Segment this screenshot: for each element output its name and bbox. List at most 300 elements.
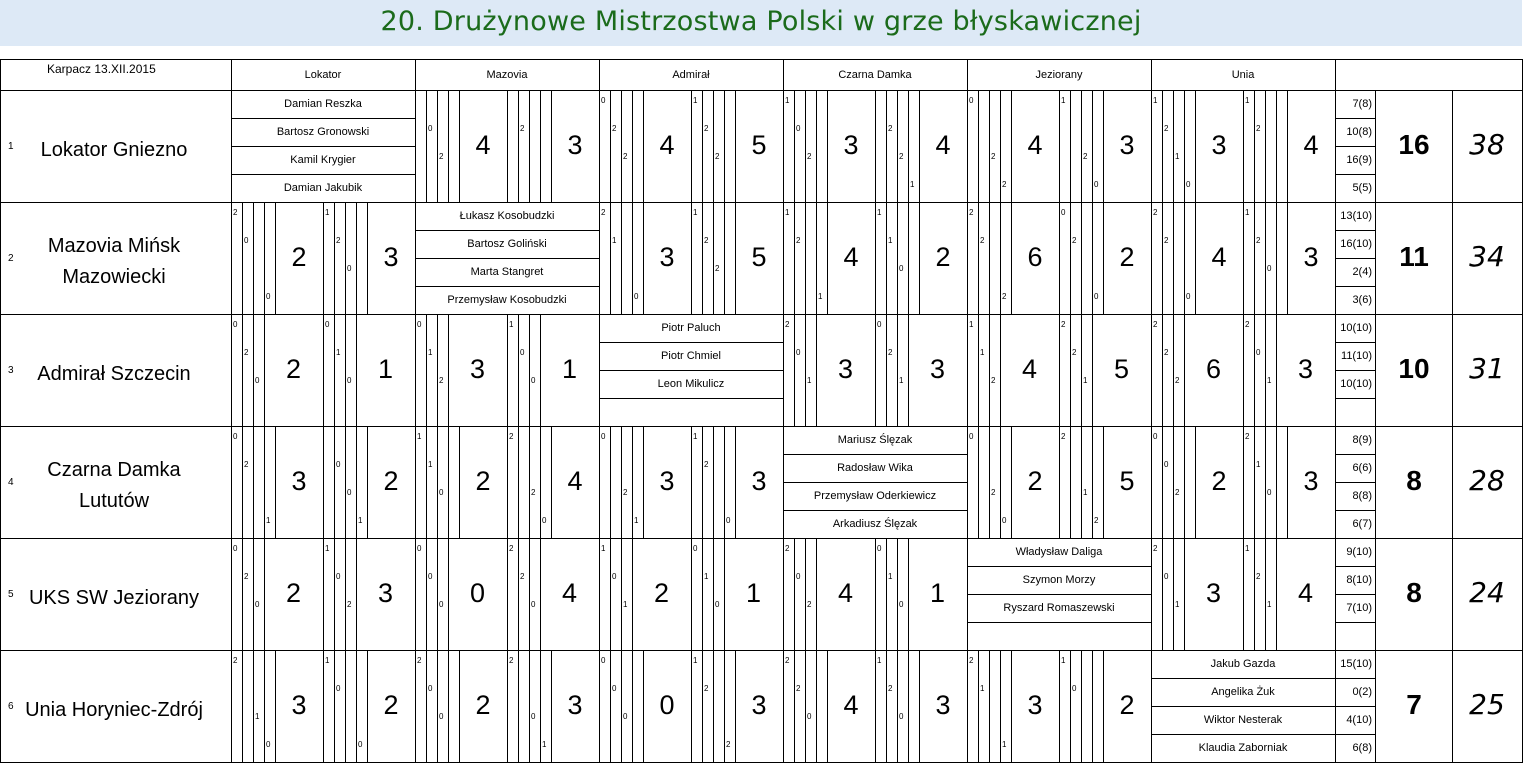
match-score: 4 xyxy=(1297,578,1314,608)
grid-line xyxy=(978,314,979,426)
grid-line xyxy=(886,538,887,650)
game-score: 0 xyxy=(336,460,341,469)
grid-line xyxy=(713,90,714,202)
grid-line xyxy=(875,314,876,426)
game-score: 2 xyxy=(1245,432,1250,441)
grid-line xyxy=(426,90,427,202)
grid-line xyxy=(1276,426,1277,538)
game-score: 2 xyxy=(1256,572,1261,581)
game-score: 2 xyxy=(991,376,996,385)
player-name: Kamil Krygier xyxy=(290,154,356,166)
grid-line xyxy=(989,426,990,538)
grid-line xyxy=(967,594,1151,595)
match-score: 2 xyxy=(1119,690,1135,720)
game-score: 0 xyxy=(807,712,812,721)
game-score: 0 xyxy=(347,264,352,273)
grid-line xyxy=(253,538,254,650)
team-total: 38 xyxy=(1469,128,1505,161)
match-score: 3 xyxy=(1119,130,1135,160)
grid-line xyxy=(724,650,725,762)
grid-line xyxy=(356,202,357,314)
page-title: 20. Drużynowe Mistrzostwa Polski w grze błyskawicznej xyxy=(380,6,1142,37)
grid-line xyxy=(529,650,530,762)
grid-line xyxy=(334,314,335,426)
game-score: 0 xyxy=(612,684,617,693)
grid-line xyxy=(632,90,633,202)
grid-line xyxy=(1173,426,1174,538)
game-score: 1 xyxy=(693,96,698,105)
grid-line xyxy=(1243,426,1244,538)
grid-line xyxy=(1265,426,1266,538)
player-name: Radosław Wika xyxy=(837,462,913,474)
game-score: 2 xyxy=(1061,320,1066,329)
grid-line xyxy=(1070,90,1071,202)
grid-line xyxy=(345,202,346,314)
grid-line xyxy=(0,426,1522,427)
grid-line xyxy=(621,90,622,202)
grid-line xyxy=(253,650,254,762)
team-total: 24 xyxy=(1469,576,1505,609)
grid-line xyxy=(507,538,508,650)
grid-line xyxy=(0,650,1522,651)
grid-line xyxy=(1070,314,1071,426)
player-name: Bartosz Gronowski xyxy=(276,126,370,138)
column-header-3: Admirał xyxy=(672,69,710,81)
grid-line xyxy=(1265,538,1266,650)
grid-line xyxy=(415,314,416,426)
game-score: 0 xyxy=(1164,460,1169,469)
column-header-4: Czarna Damka xyxy=(838,69,912,81)
grid-line xyxy=(816,90,817,202)
grid-line xyxy=(908,90,909,202)
grid-line xyxy=(448,426,449,538)
game-score: 1 xyxy=(693,208,698,217)
game-score: 1 xyxy=(509,320,514,329)
grid-line xyxy=(437,650,438,762)
game-score: 1 xyxy=(888,236,893,245)
game-score: 2 xyxy=(969,656,974,665)
match-score: 4 xyxy=(1021,354,1038,384)
player-name: Klaudia Zaborniak xyxy=(1198,742,1288,754)
game-score: 1 xyxy=(358,516,363,525)
match-score: 2 xyxy=(1119,242,1135,272)
game-score: 2 xyxy=(1083,152,1088,161)
game-score: 2 xyxy=(1153,544,1158,553)
grid-line xyxy=(1265,314,1266,426)
grid-line xyxy=(875,90,876,202)
game-score: 0 xyxy=(1186,292,1191,301)
grid-line xyxy=(415,258,599,259)
game-score: 0 xyxy=(439,600,444,609)
grid-line xyxy=(1522,59,1523,763)
grid-line xyxy=(783,650,784,762)
grid-line xyxy=(713,650,714,762)
game-score: 2 xyxy=(233,656,238,665)
grid-line xyxy=(599,538,600,650)
grid-line xyxy=(1151,426,1152,538)
game-score: 0 xyxy=(244,236,249,245)
game-score: 1 xyxy=(417,432,422,441)
grid-line xyxy=(415,230,599,231)
grid-line xyxy=(1081,426,1082,538)
game-score: 2 xyxy=(1094,516,1099,525)
grid-line xyxy=(1151,734,1335,735)
match-score: 4 xyxy=(1027,130,1043,160)
grid-line xyxy=(0,538,1522,539)
column-header-6: Unia xyxy=(1231,69,1255,81)
grid-line xyxy=(621,426,622,538)
match-score: 0 xyxy=(659,690,675,720)
grid-line xyxy=(886,650,887,762)
match-score: 6 xyxy=(1205,354,1222,384)
grid-line xyxy=(1335,482,1375,483)
grid-line xyxy=(426,426,427,538)
board-result: 10(10) xyxy=(1340,378,1372,390)
game-score: 0 xyxy=(417,320,422,329)
match-score: 3 xyxy=(1211,130,1227,160)
match-score: 4 xyxy=(659,130,675,160)
grid-line xyxy=(1081,314,1082,426)
game-score: 2 xyxy=(1002,180,1007,189)
grid-line xyxy=(426,538,427,650)
game-score: 1 xyxy=(612,236,617,245)
grid-line xyxy=(1335,426,1336,538)
game-score: 0 xyxy=(1072,684,1077,693)
grid-line xyxy=(1276,202,1277,314)
grid-line xyxy=(1335,90,1336,202)
grid-line xyxy=(691,202,692,314)
grid-line xyxy=(1335,398,1375,399)
game-score: 2 xyxy=(601,208,606,217)
grid-line xyxy=(323,426,324,538)
game-score: 2 xyxy=(1245,320,1250,329)
game-score: 2 xyxy=(1164,236,1169,245)
game-score: 0 xyxy=(266,292,271,301)
grid-line xyxy=(1151,90,1152,202)
game-score: 0 xyxy=(439,712,444,721)
grid-line xyxy=(518,314,519,426)
match-score: 5 xyxy=(1119,466,1135,496)
game-score: 1 xyxy=(785,96,790,105)
team-place: 4 xyxy=(8,477,14,488)
grid-line xyxy=(724,426,725,538)
grid-line xyxy=(540,90,541,202)
match-score: 3 xyxy=(843,130,859,160)
game-score: 0 xyxy=(233,544,238,553)
match-score: 4 xyxy=(1211,242,1227,272)
grid-line xyxy=(599,90,600,202)
grid-line xyxy=(437,314,438,426)
grid-line xyxy=(356,650,357,762)
game-score: 0 xyxy=(796,124,801,133)
grid-line xyxy=(1151,538,1152,650)
game-score: 2 xyxy=(807,600,812,609)
board-result: 16(10) xyxy=(1340,238,1372,250)
board-result: 6(6) xyxy=(1352,462,1372,474)
game-score: 1 xyxy=(785,208,790,217)
game-score: 1 xyxy=(325,656,330,665)
grid-line xyxy=(967,622,1151,623)
game-score: 2 xyxy=(704,124,709,133)
grid-line xyxy=(702,426,703,538)
team-points: 10 xyxy=(1398,353,1430,384)
column-header-5: Jeziorany xyxy=(1035,69,1083,81)
grid-line xyxy=(1059,650,1060,762)
game-score: 0 xyxy=(542,516,547,525)
game-score: 1 xyxy=(1267,376,1272,385)
grid-line xyxy=(1335,538,1336,650)
team-points: 16 xyxy=(1398,129,1430,160)
game-score: 0 xyxy=(531,712,536,721)
game-score: 2 xyxy=(796,236,801,245)
grid-line xyxy=(1243,202,1244,314)
game-score: 0 xyxy=(899,600,904,609)
grid-line xyxy=(253,314,254,426)
game-score: 1 xyxy=(325,544,330,553)
match-score: 5 xyxy=(751,130,767,160)
grid-line xyxy=(702,202,703,314)
grid-line xyxy=(0,59,1522,60)
game-score: 1 xyxy=(1083,376,1088,385)
match-score: 2 xyxy=(1211,466,1227,496)
player-name: Szymon Morzy xyxy=(1022,574,1096,586)
grid-line xyxy=(805,538,806,650)
game-score: 0 xyxy=(531,600,536,609)
game-score: 2 xyxy=(1175,488,1180,497)
board-result: 11(10) xyxy=(1341,350,1372,362)
grid-line xyxy=(621,538,622,650)
game-score: 0 xyxy=(255,376,260,385)
game-score: 1 xyxy=(634,516,639,525)
game-score: 0 xyxy=(969,96,974,105)
match-score: 3 xyxy=(469,354,486,384)
grid-line xyxy=(1173,90,1174,202)
grid-line xyxy=(1184,202,1185,314)
grid-line xyxy=(1184,426,1185,538)
grid-line xyxy=(323,202,324,314)
grid-line xyxy=(1092,426,1093,538)
grid-line xyxy=(610,538,611,650)
grid-line xyxy=(621,650,622,762)
game-score: 2 xyxy=(336,236,341,245)
grid-line xyxy=(529,426,530,538)
grid-line xyxy=(1335,650,1336,762)
grid-line xyxy=(967,566,1151,567)
grid-line xyxy=(242,426,243,538)
grid-line xyxy=(621,202,622,314)
game-score: 0 xyxy=(233,432,238,441)
grid-line xyxy=(1081,650,1082,762)
team-points: 8 xyxy=(1406,577,1422,608)
team-name: Unia Horyniec-Zdrój xyxy=(25,698,203,721)
game-score: 2 xyxy=(796,684,801,693)
game-score: 0 xyxy=(233,320,238,329)
game-score: 0 xyxy=(1153,432,1158,441)
grid-line xyxy=(805,90,806,202)
match-score: 1 xyxy=(561,354,578,384)
grid-line xyxy=(1000,650,1001,762)
game-score: 2 xyxy=(991,152,996,161)
grid-line xyxy=(599,202,600,314)
grid-line xyxy=(415,538,416,650)
team-name: Mazowiecki xyxy=(62,266,166,288)
game-score: 1 xyxy=(1245,96,1250,105)
grid-line xyxy=(897,538,898,650)
player-name: Przemysław Oderkiewicz xyxy=(813,490,937,502)
game-score: 2 xyxy=(244,572,249,581)
game-score: 2 xyxy=(233,208,238,217)
grid-line xyxy=(1173,538,1174,650)
grid-line xyxy=(978,426,979,538)
game-score: 2 xyxy=(520,572,525,581)
grid-line xyxy=(989,650,990,762)
grid-line xyxy=(702,538,703,650)
game-score: 2 xyxy=(1256,236,1261,245)
game-score: 1 xyxy=(428,460,433,469)
game-score: 1 xyxy=(601,544,606,553)
game-score: 0 xyxy=(1267,264,1272,273)
match-score: 1 xyxy=(745,578,762,608)
game-score: 1 xyxy=(1175,600,1180,609)
player-name: Wiktor Nesterak xyxy=(1203,714,1283,726)
grid-line xyxy=(231,202,232,314)
team-name: Mazovia Mińsk xyxy=(47,235,181,257)
player-name: Leon Mikulicz xyxy=(657,378,725,390)
match-score: 3 xyxy=(383,242,399,272)
game-score: 2 xyxy=(417,656,422,665)
grid-line xyxy=(794,314,795,426)
grid-line xyxy=(897,202,898,314)
grid-line xyxy=(1335,146,1375,147)
game-score: 1 xyxy=(877,208,882,217)
game-score: 2 xyxy=(785,320,790,329)
grid-line xyxy=(908,650,909,762)
match-score: 6 xyxy=(1027,242,1043,272)
grid-line xyxy=(1059,426,1060,538)
grid-line xyxy=(1335,734,1375,735)
game-score: 2 xyxy=(991,488,996,497)
grid-line xyxy=(0,314,1522,315)
board-result: 8(9) xyxy=(1352,434,1372,446)
game-score: 0 xyxy=(417,544,422,553)
team-place: 6 xyxy=(8,701,14,712)
game-score: 2 xyxy=(1153,208,1158,217)
match-score: 3 xyxy=(751,690,767,720)
game-score: 0 xyxy=(428,572,433,581)
game-score: 2 xyxy=(1164,124,1169,133)
grid-line xyxy=(783,510,967,511)
grid-line xyxy=(0,90,1522,91)
game-score: 2 xyxy=(715,152,720,161)
team-place: 5 xyxy=(8,589,14,600)
grid-line xyxy=(702,650,703,762)
grid-line xyxy=(1265,202,1266,314)
game-score: 2 xyxy=(785,544,790,553)
game-score: 2 xyxy=(439,152,444,161)
grid-line xyxy=(794,202,795,314)
match-score: 1 xyxy=(377,354,394,384)
grid-line xyxy=(610,202,611,314)
player-name: Ryszard Romaszewski xyxy=(1003,602,1115,614)
grid-line xyxy=(599,426,600,538)
grid-line xyxy=(599,398,783,399)
grid-line xyxy=(1059,202,1060,314)
game-score: 1 xyxy=(1153,96,1158,105)
game-score: 1 xyxy=(1061,656,1066,665)
grid-line xyxy=(507,314,508,426)
grid-line xyxy=(989,202,990,314)
match-score: 2 xyxy=(285,354,302,384)
grid-line xyxy=(599,650,600,762)
grid-line xyxy=(529,90,530,202)
game-score: 2 xyxy=(623,488,628,497)
grid-line xyxy=(1254,538,1255,650)
grid-line xyxy=(0,762,1522,763)
game-score: 2 xyxy=(888,348,893,357)
team-name: Lututów xyxy=(78,490,150,512)
game-score: 0 xyxy=(325,320,330,329)
game-score: 2 xyxy=(980,236,985,245)
match-score: 2 xyxy=(475,466,491,496)
game-score: 1 xyxy=(1267,600,1272,609)
grid-line xyxy=(242,314,243,426)
grid-line xyxy=(1335,566,1375,567)
grid-line xyxy=(426,650,427,762)
place-date: Karpacz 13.XII.2015 xyxy=(47,62,156,76)
match-score: 2 xyxy=(1027,466,1043,496)
grid-line xyxy=(253,202,254,314)
match-score: 4 xyxy=(1303,130,1319,160)
grid-line xyxy=(1151,706,1335,707)
game-score: 1 xyxy=(623,600,628,609)
board-result: 15(10) xyxy=(1340,658,1372,670)
match-score: 3 xyxy=(567,130,583,160)
grid-line xyxy=(1335,342,1375,343)
grid-line xyxy=(437,538,438,650)
game-score: 2 xyxy=(726,740,731,749)
grid-line xyxy=(1254,202,1255,314)
game-score: 0 xyxy=(693,544,698,553)
grid-line xyxy=(1162,314,1163,426)
grid-line xyxy=(783,90,784,202)
grid-line xyxy=(264,650,265,762)
grid-line xyxy=(1162,538,1163,650)
grid-line xyxy=(1254,90,1255,202)
grid-line xyxy=(253,426,254,538)
grid-line xyxy=(242,650,243,762)
team-total: 31 xyxy=(1469,352,1505,385)
game-score: 0 xyxy=(796,572,801,581)
grid-line xyxy=(242,538,243,650)
game-score: 1 xyxy=(266,516,271,525)
game-score: 1 xyxy=(693,656,698,665)
grid-line xyxy=(794,650,795,762)
grid-line xyxy=(908,202,909,314)
grid-line xyxy=(1335,230,1375,231)
game-score: 1 xyxy=(899,376,904,385)
game-score: 1 xyxy=(807,376,812,385)
game-score: 0 xyxy=(899,264,904,273)
grid-line xyxy=(783,202,784,314)
match-score: 2 xyxy=(935,242,951,272)
grid-line xyxy=(0,202,1522,203)
match-score: 3 xyxy=(1303,242,1319,272)
game-score: 0 xyxy=(255,600,260,609)
game-score: 1 xyxy=(336,348,341,357)
grid-line xyxy=(897,314,898,426)
game-score: 0 xyxy=(726,516,731,525)
match-score: 2 xyxy=(285,578,302,608)
